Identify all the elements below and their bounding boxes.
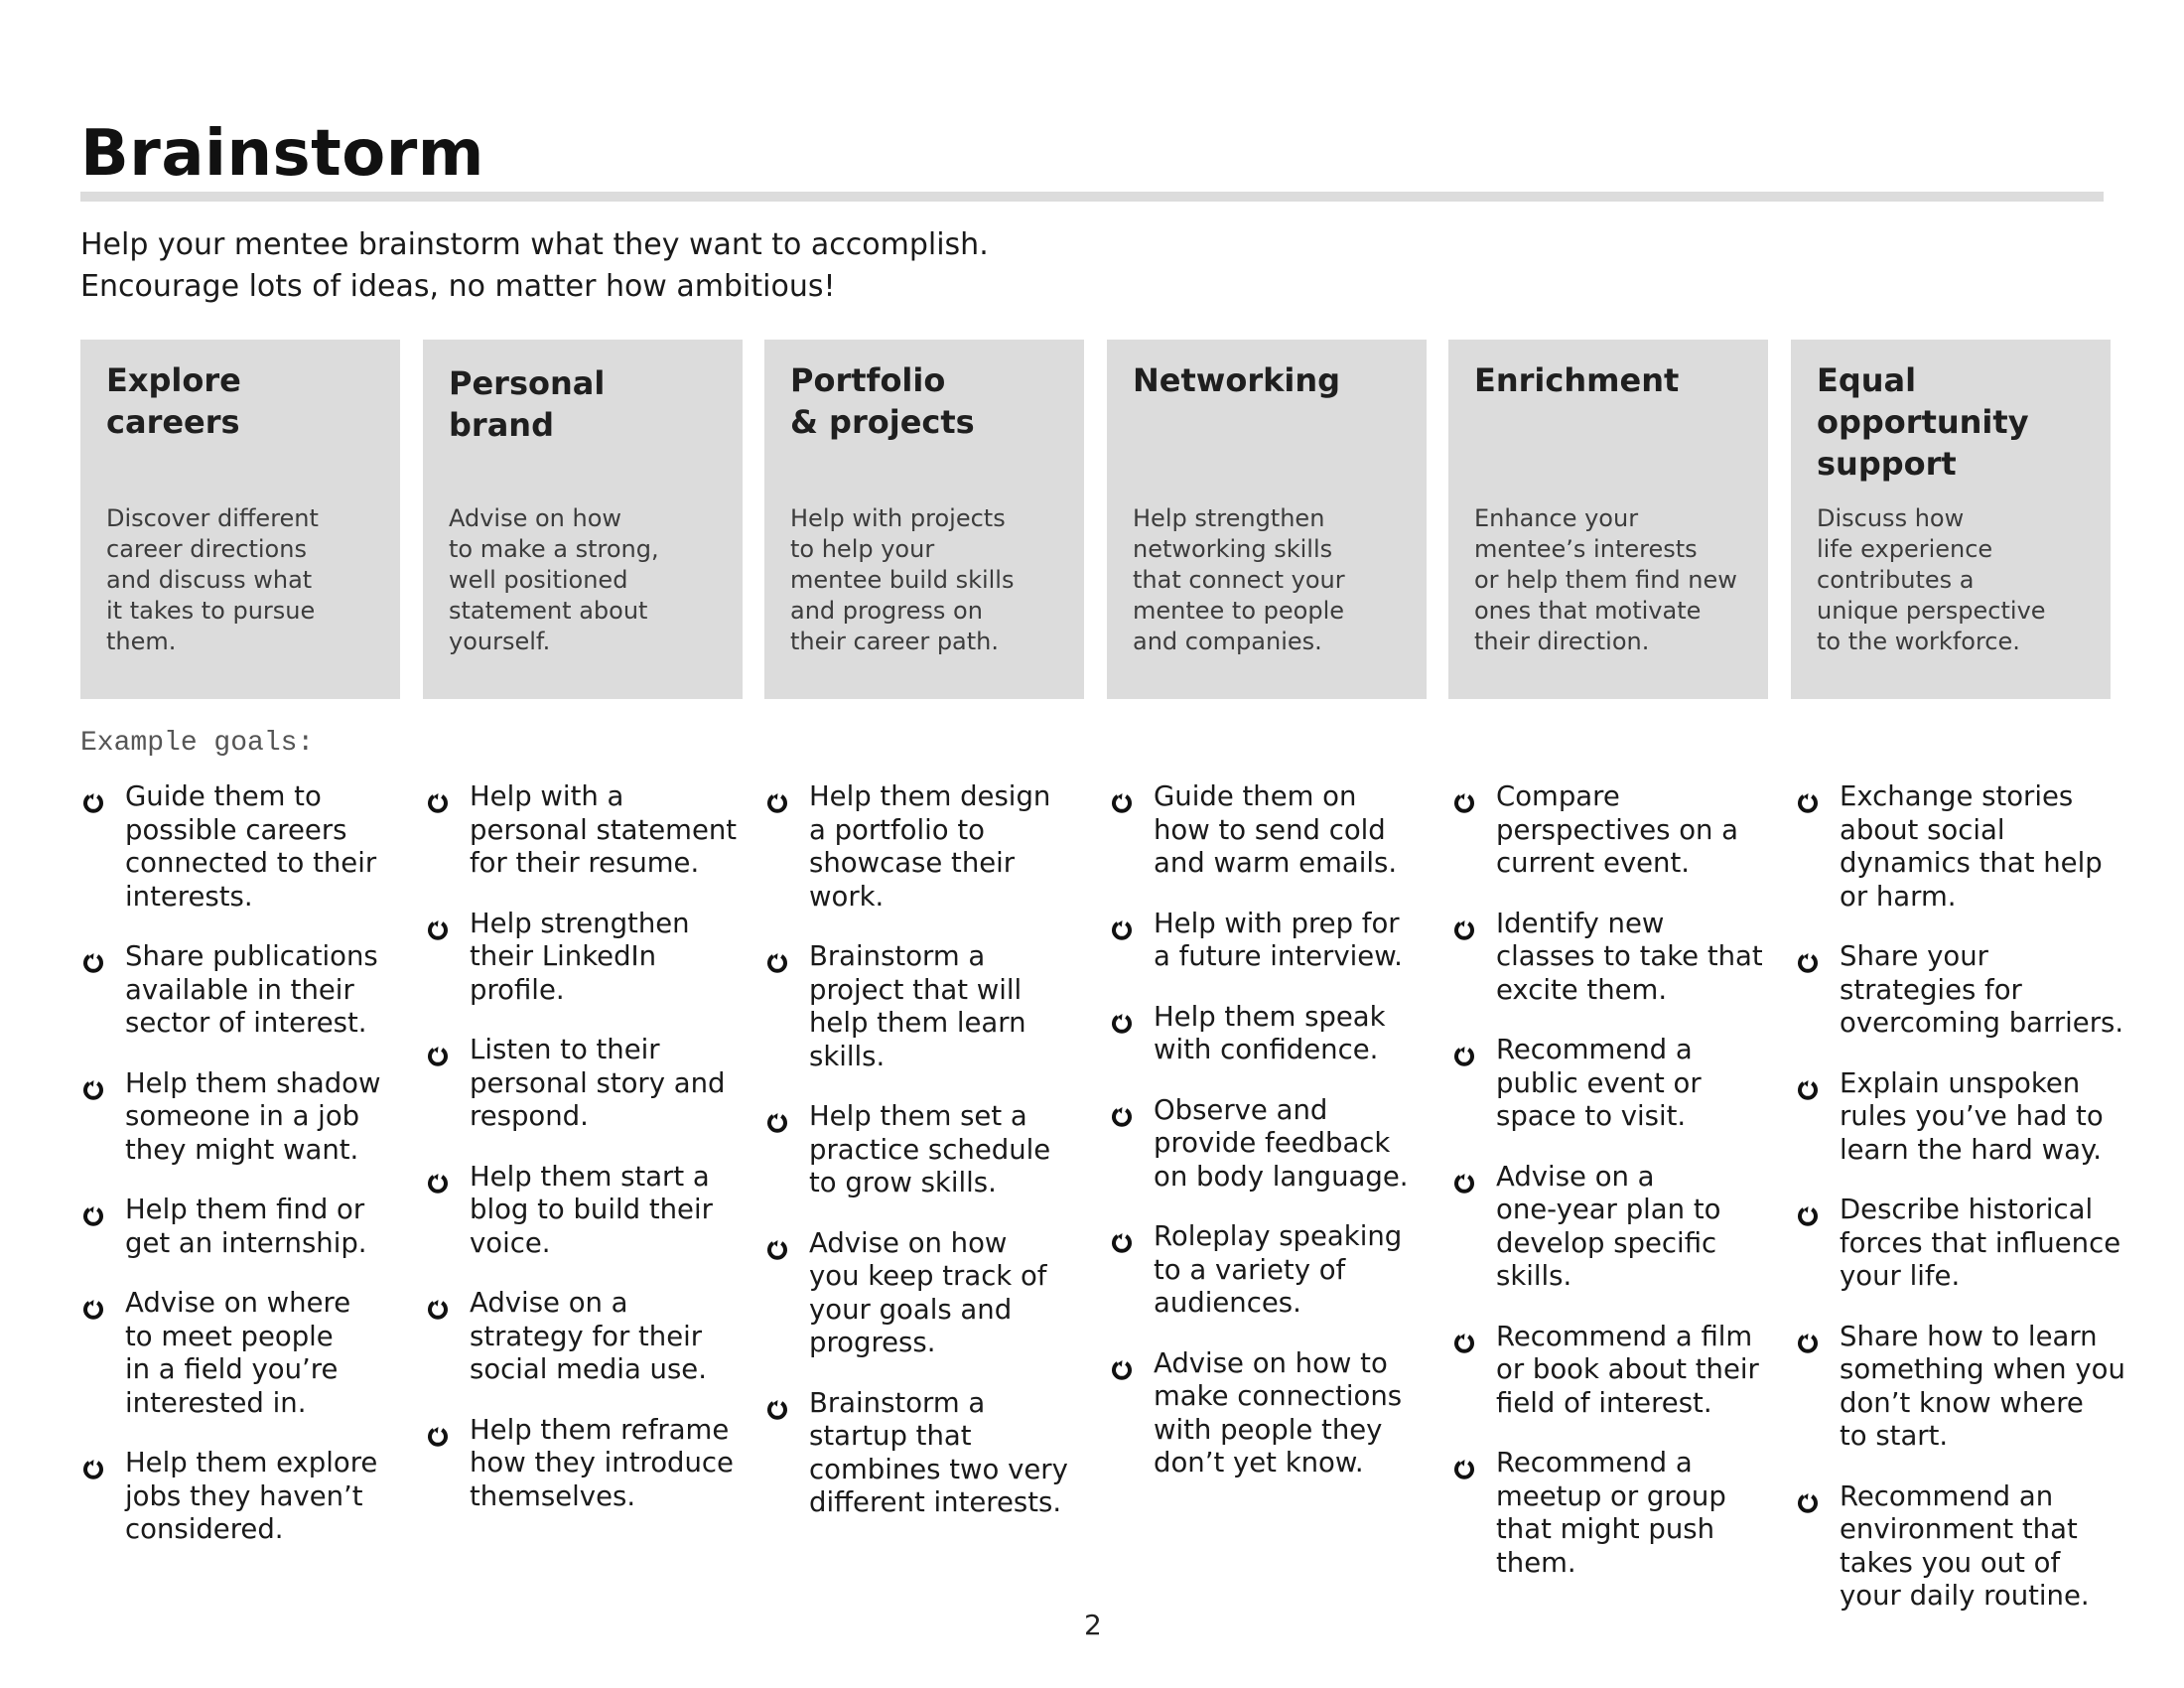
goal-text: Help them reframe how they introduce themselves. xyxy=(470,1413,734,1512)
card-equal-opportunity-support xyxy=(1791,340,2111,699)
goal-text: Help them shadow someone in a job they might want. xyxy=(125,1066,381,1166)
circle-arrow-icon xyxy=(427,1423,449,1445)
circle-arrow-icon xyxy=(1453,1330,1475,1351)
goal-text: Help with prep for a future interview. xyxy=(1154,907,1403,972)
goal-text: Explain unspoken rules you’ve had to learn the hard way. xyxy=(1840,1066,2104,1166)
circle-arrow-icon xyxy=(82,1296,104,1318)
goal-item xyxy=(1451,780,1789,881)
goal-item xyxy=(425,1287,762,1387)
circle-arrow-icon xyxy=(1111,789,1133,811)
goal-text: Recommend a public event or space to visit. xyxy=(1496,1034,1702,1132)
goal-text: Advise on where to meet people in a field you’re interested in. xyxy=(125,1287,351,1419)
goal-item xyxy=(1795,780,2132,914)
goal-item xyxy=(1795,1480,2132,1614)
circle-arrow-icon xyxy=(1453,1170,1475,1192)
goal-text: Help them find or get an internship. xyxy=(125,1194,367,1259)
goal-text: Recommend a meetup or group that might push them. xyxy=(1496,1447,1726,1579)
card-title: Portfolio & projects xyxy=(790,361,975,441)
goal-text: Guide them on how to send cold and warm emails. xyxy=(1154,780,1398,879)
circle-arrow-icon xyxy=(427,789,449,811)
card-title: Equal opportunity support xyxy=(1817,361,2029,483)
goal-text: Advise on a strategy for their social media use. xyxy=(470,1287,707,1385)
goal-item xyxy=(1451,1161,1789,1294)
goal-item xyxy=(80,1194,418,1260)
circle-arrow-icon xyxy=(766,789,788,811)
goal-item xyxy=(764,940,1102,1073)
goal-text: Advise on a one-year plan to develop specific skills. xyxy=(1496,1160,1721,1292)
goal-text: Exchange stories about social dynamics that help or harm. xyxy=(1840,780,2103,913)
circle-arrow-icon xyxy=(427,1170,449,1192)
circle-arrow-icon xyxy=(1797,1076,1819,1098)
goal-item xyxy=(80,1287,418,1420)
circle-arrow-icon xyxy=(427,916,449,938)
circle-arrow-icon xyxy=(1453,1456,1475,1477)
goal-item xyxy=(425,1161,762,1261)
goal-item xyxy=(1451,908,1789,1008)
goal-item xyxy=(764,1100,1102,1200)
goal-text: Guide them to possible careers connected to their interests. xyxy=(125,780,377,913)
goal-item xyxy=(80,1447,418,1547)
circle-arrow-icon xyxy=(1111,1356,1133,1378)
intro-text xyxy=(80,224,989,308)
goal-item xyxy=(80,940,418,1041)
card-description: Help with projects to help your mentee build skills and progress on their career path. xyxy=(790,504,1015,655)
goals-list-enrichment xyxy=(1451,780,1789,1607)
circle-arrow-icon xyxy=(427,1296,449,1318)
circle-arrow-icon xyxy=(82,1202,104,1224)
goal-text: Help strengthen their LinkedIn profile. xyxy=(470,907,690,1006)
goal-item xyxy=(764,1387,1102,1520)
circle-arrow-icon xyxy=(1111,1103,1133,1125)
page-number: 2 xyxy=(1084,1609,1102,1641)
goal-item xyxy=(1109,1094,1446,1195)
goal-item xyxy=(1451,1447,1789,1580)
example-goals-label: Example goals: xyxy=(80,728,315,759)
card-networking xyxy=(1107,340,1427,699)
circle-arrow-icon xyxy=(766,1236,788,1258)
goal-item xyxy=(425,1034,762,1134)
page-title: Brainstorm xyxy=(80,117,484,191)
goal-item xyxy=(1795,1067,2132,1168)
goal-item xyxy=(80,1067,418,1168)
circle-arrow-icon xyxy=(1797,1330,1819,1351)
goals-list-networking xyxy=(1109,780,1446,1507)
goal-item xyxy=(1109,780,1446,881)
goal-text: Help them set a practice schedule to grow skills. xyxy=(809,1100,1051,1198)
circle-arrow-icon xyxy=(82,789,104,811)
circle-arrow-icon xyxy=(82,1076,104,1098)
circle-arrow-icon xyxy=(1453,916,1475,938)
title-divider xyxy=(80,192,2104,202)
goal-item xyxy=(1109,1347,1446,1480)
circle-arrow-icon xyxy=(766,1396,788,1418)
goals-list-explore-careers xyxy=(80,780,418,1574)
card-personal-brand xyxy=(423,340,743,699)
goal-item xyxy=(1795,1194,2132,1294)
goal-item xyxy=(1109,908,1446,974)
goal-text: Compare perspectives on a current event. xyxy=(1496,780,1739,879)
goal-text: Help them start a blog to build their voice. xyxy=(470,1160,713,1259)
circle-arrow-icon xyxy=(1111,916,1133,938)
goal-text: Brainstorm a project that will help them learn skills. xyxy=(809,940,1026,1072)
goal-text: Describe historical forces that influence your life. xyxy=(1840,1194,2121,1292)
circle-arrow-icon xyxy=(766,1109,788,1131)
goal-item xyxy=(1109,1001,1446,1067)
card-description: Help strengthen networking skills that connect your mentee to people and companies. xyxy=(1133,504,1345,655)
goal-text: Help them explore jobs they haven’t considered. xyxy=(125,1447,378,1545)
goal-item xyxy=(764,1227,1102,1360)
intro-line: Help your mentee brainstorm what they want to accomplish. xyxy=(80,227,989,262)
circle-arrow-icon xyxy=(766,949,788,971)
goal-text: Brainstorm a startup that combines two very different interests. xyxy=(809,1386,1068,1518)
goal-text: Help with a personal statement for their resume. xyxy=(470,780,738,879)
goals-list-personal-brand xyxy=(425,780,762,1540)
circle-arrow-icon xyxy=(1797,1489,1819,1511)
goals-list-equal-opportunity-support xyxy=(1795,780,2132,1640)
circle-arrow-icon xyxy=(1797,789,1819,811)
circle-arrow-icon xyxy=(1453,1043,1475,1064)
goal-text: Identify new classes to take that excite them. xyxy=(1496,907,1763,1006)
card-title: Personal brand xyxy=(449,364,606,444)
goal-text: Advise on how you keep track of your goals and progress. xyxy=(809,1226,1047,1358)
goals-list-portfolio-projects xyxy=(764,780,1102,1547)
card-enrichment xyxy=(1448,340,1768,699)
goal-text: Observe and provide feedback on body language. xyxy=(1154,1093,1409,1193)
goal-item xyxy=(1451,1321,1789,1421)
goal-item xyxy=(425,780,762,881)
card-portfolio-projects xyxy=(764,340,1084,699)
card-description: Advise on how to make a strong, well positioned statement about yourself. xyxy=(449,504,659,655)
goal-item xyxy=(425,908,762,1008)
goal-item xyxy=(1795,940,2132,1041)
goal-item xyxy=(764,780,1102,914)
circle-arrow-icon xyxy=(1797,1202,1819,1224)
goal-text: Recommend a film or book about their field of interest. xyxy=(1496,1320,1759,1419)
goal-text: Share your strategies for overcoming barriers. xyxy=(1840,940,2124,1039)
goal-text: Share how to learn something when you don’t know where to start. xyxy=(1840,1320,2125,1452)
circle-arrow-icon xyxy=(82,1456,104,1477)
circle-arrow-icon xyxy=(1111,1010,1133,1032)
goal-text: Listen to their personal story and respond. xyxy=(470,1034,726,1132)
goal-item xyxy=(1451,1034,1789,1134)
circle-arrow-icon xyxy=(1453,789,1475,811)
circle-arrow-icon xyxy=(427,1043,449,1064)
card-description: Enhance your mentee’s interests or help them find new ones that motivate their direction. xyxy=(1474,504,1737,655)
goal-text: Help them design a portfolio to showcase their work. xyxy=(809,780,1051,913)
card-description: Discuss how life experience contributes a unique perspective to the workforce. xyxy=(1817,504,2046,655)
goal-item xyxy=(1109,1220,1446,1321)
goal-item xyxy=(1795,1321,2132,1454)
circle-arrow-icon xyxy=(1797,949,1819,971)
goal-text: Roleplay speaking to a variety of audiences. xyxy=(1154,1220,1403,1319)
intro-line: Encourage lots of ideas, no matter how ambitious! xyxy=(80,269,836,304)
goal-text: Help them speak with confidence. xyxy=(1154,1000,1386,1065)
card-explore-careers xyxy=(80,340,400,699)
circle-arrow-icon xyxy=(82,949,104,971)
card-description: Discover different career directions and discuss what it takes to pursue them. xyxy=(106,504,319,655)
goal-item xyxy=(80,780,418,914)
circle-arrow-icon xyxy=(1111,1229,1133,1251)
goal-text: Recommend an environment that takes you out of your daily routine. xyxy=(1840,1479,2090,1612)
card-title: Enrichment xyxy=(1474,361,1680,399)
card-title: Explore careers xyxy=(106,361,241,441)
goal-text: Share publications available in their sector of interest. xyxy=(125,940,378,1039)
card-title: Networking xyxy=(1133,361,1341,399)
goal-text: Advise on how to make connections with people they don’t yet know. xyxy=(1154,1346,1403,1478)
goal-item xyxy=(425,1414,762,1514)
